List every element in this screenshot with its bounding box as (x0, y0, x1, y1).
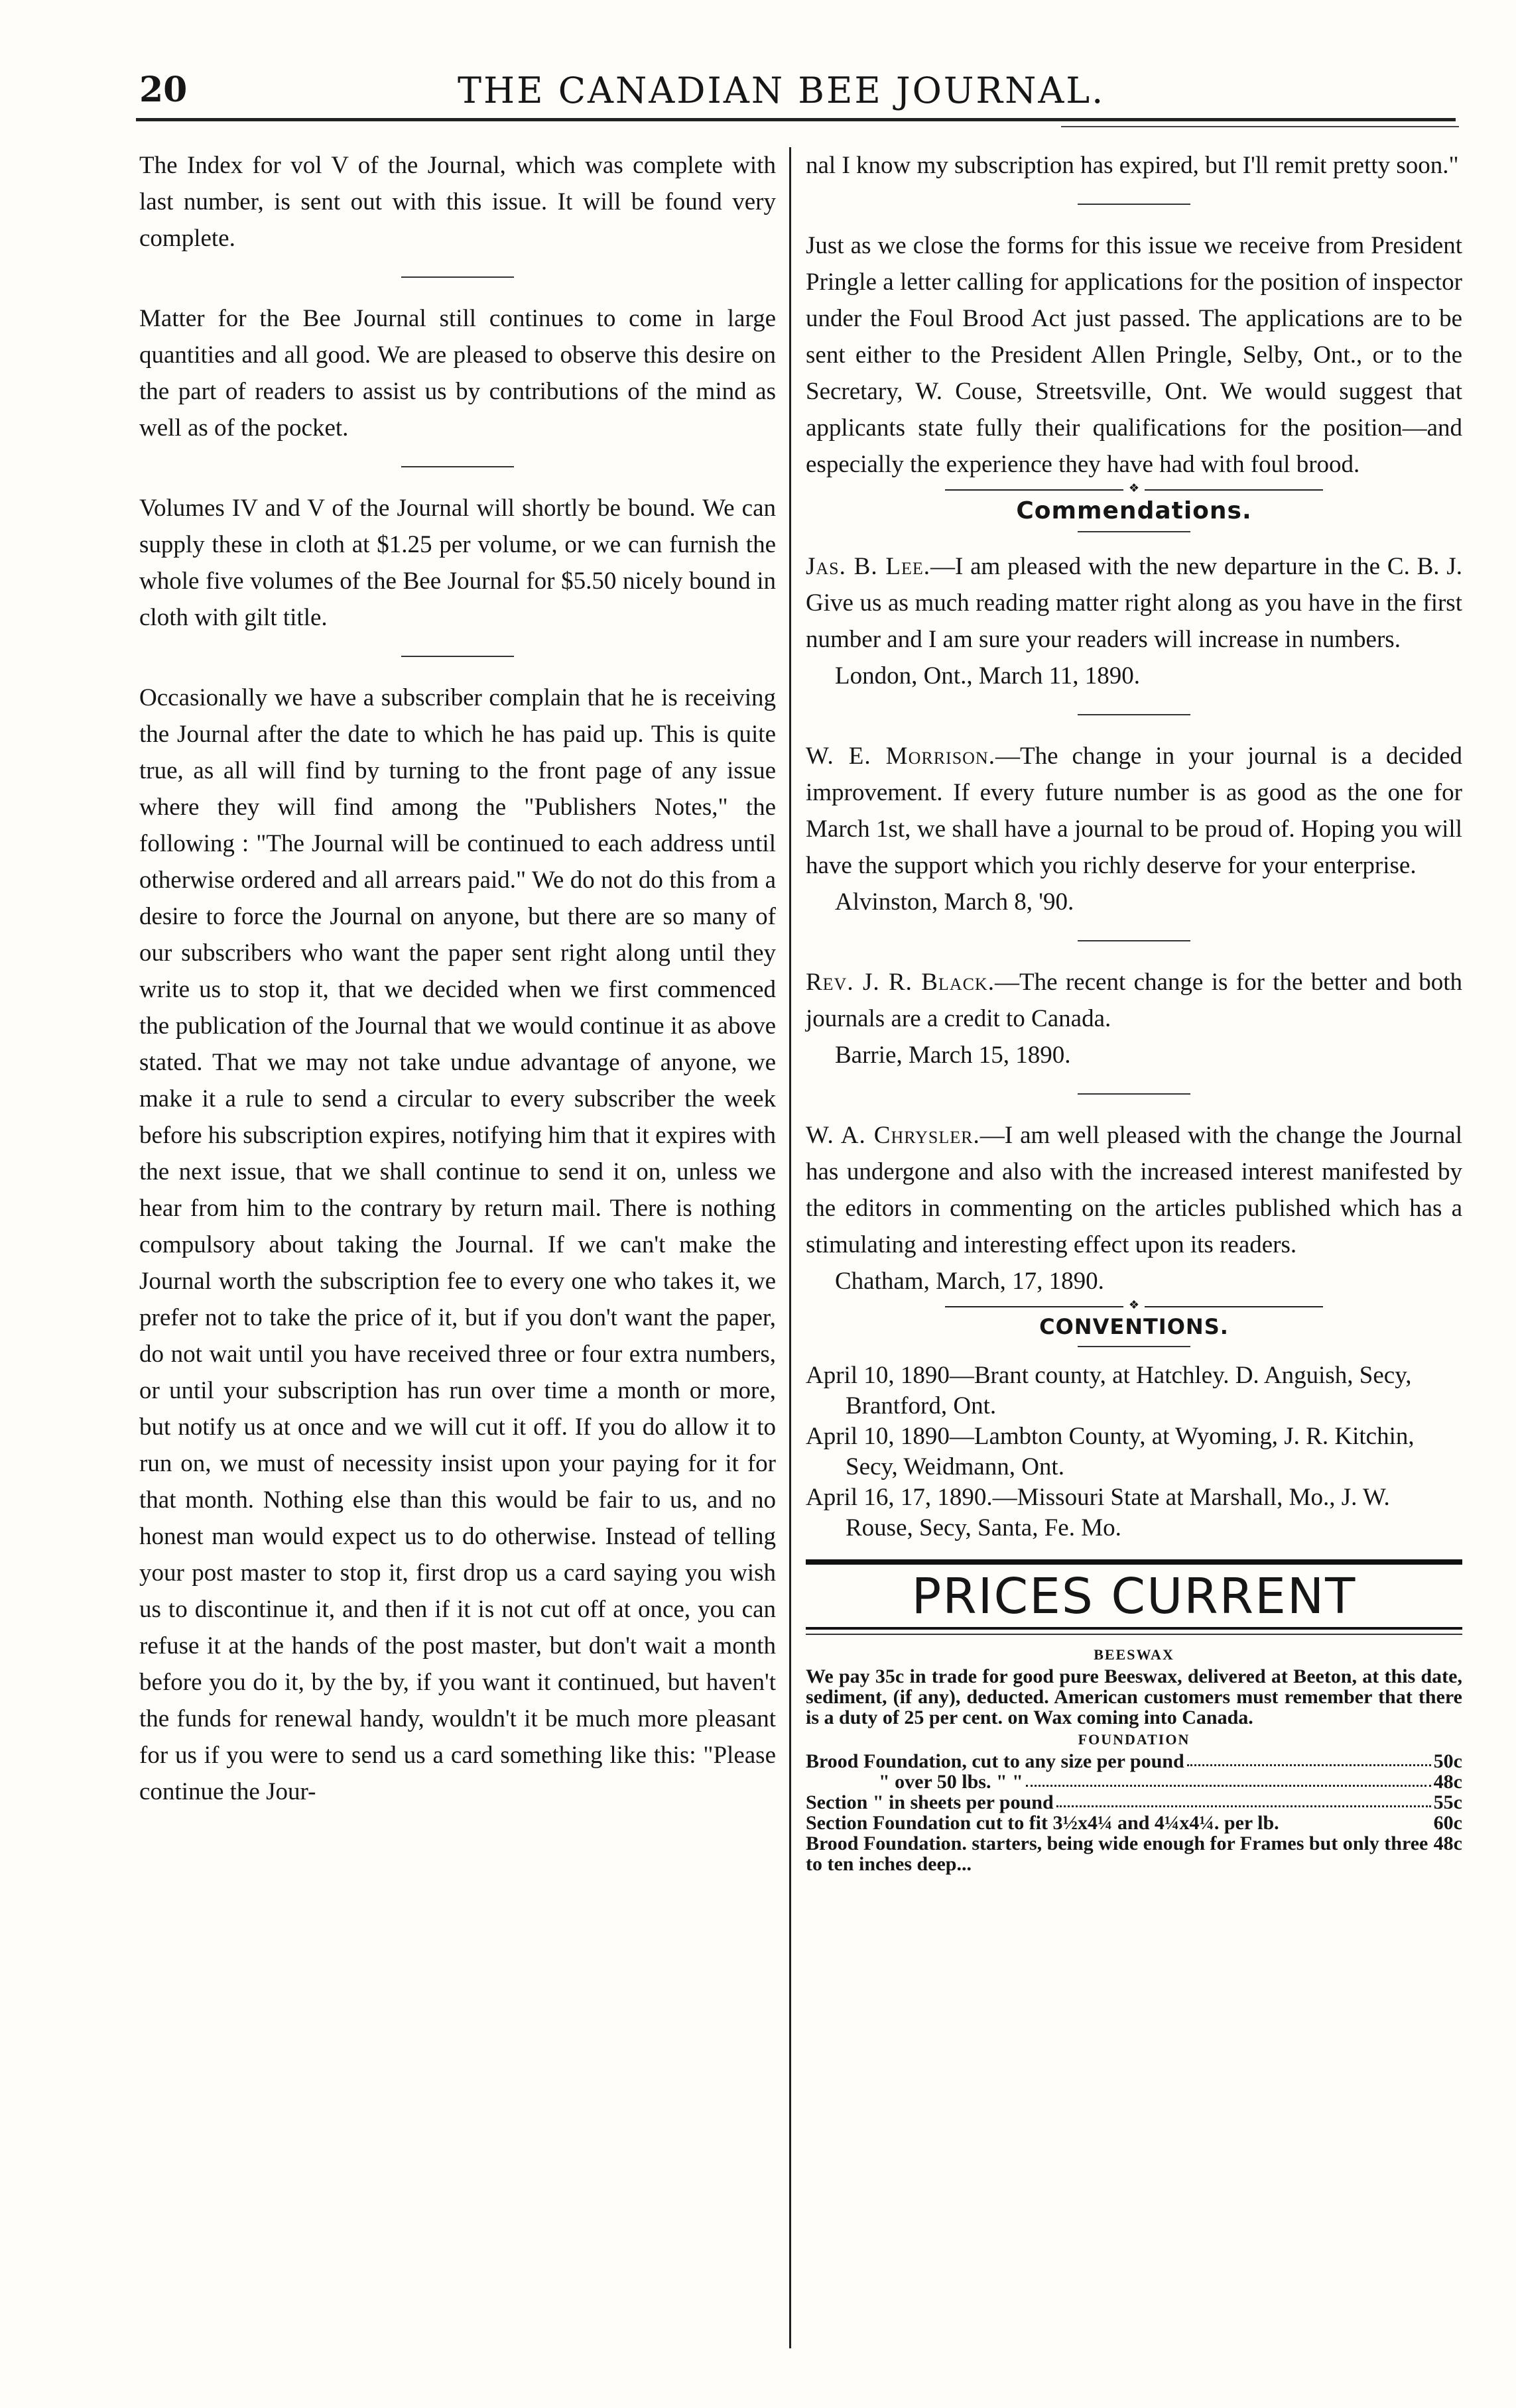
convention-item: April 10, 1890—Lambton County, at Wyoming, J. R. Kitchin, Secy, Weidmann, Ont. (806, 1423, 1415, 1480)
commendation-author: Jas. B. Lee. (806, 553, 931, 580)
commendations-heading: Commendations. (1016, 497, 1252, 524)
price-value: 50c (1433, 1750, 1462, 1772)
commendation-place: London, Ont., March 11, 1890. (835, 662, 1141, 690)
divider (1078, 204, 1190, 205)
divider (1078, 714, 1190, 715)
header-rule-secondary (1061, 126, 1459, 127)
price-value: 48c (1433, 1771, 1462, 1793)
price-value: 48c (1433, 1833, 1462, 1854)
left-column (139, 147, 776, 1810)
foundation-heading: FOUNDATION (1078, 1731, 1190, 1748)
subscription-notice-continued: nal I know my subscription has expired, but I'll remit pretty soon." (806, 152, 1459, 179)
price-value: 55c (1433, 1791, 1462, 1813)
divider (401, 276, 514, 278)
commendation-place: Chatham, March, 17, 1890. (835, 1268, 1104, 1295)
convention-item: April 16, 17, 1890.—Missouri State at Marshall, Mo., J. W. Rouse, Secy, Santa, Fe. Mo. (806, 1484, 1390, 1541)
journal-title: THE CANADIAN BEE JOURNAL. (458, 70, 1105, 111)
divider (1078, 531, 1190, 532)
divider (401, 656, 514, 657)
ornament-rule: ❖ (945, 489, 1323, 493)
price-label: Brood Foundation. starters, being wide enough for Frames but only three to ten inches deep... (806, 1833, 1428, 1875)
ornament-rule: ❖ (945, 1306, 1323, 1310)
commendation-author: Rev. J. R. Black. (806, 969, 995, 996)
prices-current-title: PRICES CURRENT (911, 1568, 1357, 1625)
commendation-item (806, 1117, 1462, 1263)
commendation-text: —The recent change is for the better and both journals are a credit to Canada. (806, 969, 1462, 1032)
index-notice: The Index for vol V of the Journal, which was complete with last number, is sent out with this issue. It will be found very complete. (139, 152, 776, 252)
commendation-author: W. E. Morrison. (806, 743, 995, 770)
prices-rule (806, 1634, 1462, 1635)
price-row (806, 1751, 1462, 1772)
commendation-text: —The change in your journal is a decided improvement. If every future number is as good as the one for March 1st, we shall have a journal to be proud of. Hoping you will have the support which you richly deserve for your enterprise. (806, 743, 1462, 879)
price-value: 60c (1433, 1812, 1462, 1834)
divider (1078, 940, 1190, 941)
prices-rule (806, 1559, 1462, 1565)
price-label: " over 50 lbs. " " (879, 1771, 1023, 1793)
price-label: Section " in sheets per pound (806, 1791, 1054, 1813)
commendation-place: Alvinston, March 8, '90. (835, 888, 1074, 916)
divider (1078, 1346, 1190, 1347)
divider (1078, 1093, 1190, 1095)
matter-notice: Matter for the Bee Journal still continues to come in large quantities and all good. We are pleased to observe this desire on the part of readers to assist us by contributions of the mind as well as of the pocket. (139, 305, 776, 442)
conventions-heading: CONVENTIONS. (1039, 1314, 1229, 1339)
subscription-notice: Occasionally we have a subscriber complain that he is receiving the Journal after the date to which he has paid up. This is quite true, as all will find by turning to the front page of any issue where they will find among the "Publishers Notes," the following : "The Journal will be continued to each address until otherwise ordered and all arrears paid." We do not do this from a desire to force the Journal on anyone, but there are so many of our subscribers who want the paper sent right along until they write us to stop it, that we decided when we first commenced the publication of the Journal that we would continue it as above stated. That we may not take undue advantage of anyone, we make it a rule to send a circular to every subscriber the week before his subscription expires, notifying him that it expires with the next issue, that we shall continue to send it on, unless we hear from him to the contrary by return mail. There is nothing compulsory about taking the Journal. If we can't make the Journal worth the subscription fee to every one who takes it, we prefer not to take the price of it, but if you don't want the paper, do not wait until you have received three or four extra numbers, or until your subscription has run over time a month or more, but notify us at once and we will cut it off. If you do allow it to run on, we must of necessity insist upon your paying for it for that month. Nothing else than this would be fair to us, and no honest man would expect us to do otherwise. Instead of telling your post master to stop it, first drop us a card saying you wish us to discontinue it, and then if it is not cut off at once, you can refuse it at the hands of the post master, but don't wait a month before you do it, by the by, if you want it continued, but haven't the funds for renewal handy, wouldn't it be much more pleasant for us if you were to send us a card something like this: "Please continue the Jour- (139, 684, 776, 1805)
right-column (806, 147, 1462, 1874)
column-divider (789, 147, 791, 2348)
price-row (806, 1813, 1462, 1833)
page-header (0, 70, 1516, 123)
commendation-place: Barrie, March 15, 1890. (835, 1042, 1071, 1069)
prices-table (806, 1644, 1462, 1874)
divider (401, 466, 514, 467)
prices-rule (806, 1627, 1462, 1630)
commendation-item (806, 738, 1462, 884)
commendation-item (806, 548, 1462, 658)
price-label: Brood Foundation, cut to any size per pound (806, 1750, 1184, 1772)
convention-item: April 10, 1890—Brant county, at Hatchley. D. Anguish, Secy, Brantford, Ont. (806, 1362, 1412, 1419)
beeswax-heading: BEESWAX (1094, 1646, 1174, 1663)
inspector-notice: Just as we close the forms for this issue we receive from President Pringle a letter calling for applications for the position of inspector under the Foul Brood Act just passed. The applications are to be sent either to the President Allen Pringle, Selby, Ont., or to the Secretary, W. Couse, Streetsville, Ont. We would suggest that applicants state fully their qualifications for the position—and especially the experience they have had with foul brood. (806, 232, 1462, 478)
commendation-item (806, 964, 1462, 1037)
price-row (806, 1772, 1462, 1792)
commendation-text: —I am pleased with the new departure in the C. B. J. Give us as much reading matter right along as you have in the first number and I am sure your readers will increase in numbers. (806, 553, 1462, 653)
header-rule (136, 118, 1456, 121)
price-row (806, 1792, 1462, 1813)
price-row (806, 1833, 1462, 1874)
price-label: Section Foundation cut to fit 3½x4¼ and 4¼x4¼. per lb. (806, 1812, 1279, 1834)
commendation-author: W. A. Chrysler. (806, 1122, 980, 1149)
volumes-notice: Volumes IV and V of the Journal will shortly be bound. We can supply these in cloth at $1.25 per volume, or we can furnish the whole five volumes of the Bee Journal for $5.50 nicely bound in cloth with gilt title. (139, 495, 776, 631)
page-number: 20 (139, 70, 188, 110)
beeswax-text: We pay 35c in trade for good pure Beeswax, delivered at Beeton, at this date, sediment, (if any), deducted. American customers must remember that there is a duty of 25 per cent. on Wax coming into Canada. (806, 1665, 1462, 1728)
commendation-text: —I am well pleased with the change the Journal has undergone and also with the increased interest manifested by the editors in commenting on the articles published which has a stimulating and interesting effect upon its readers. (806, 1122, 1462, 1258)
